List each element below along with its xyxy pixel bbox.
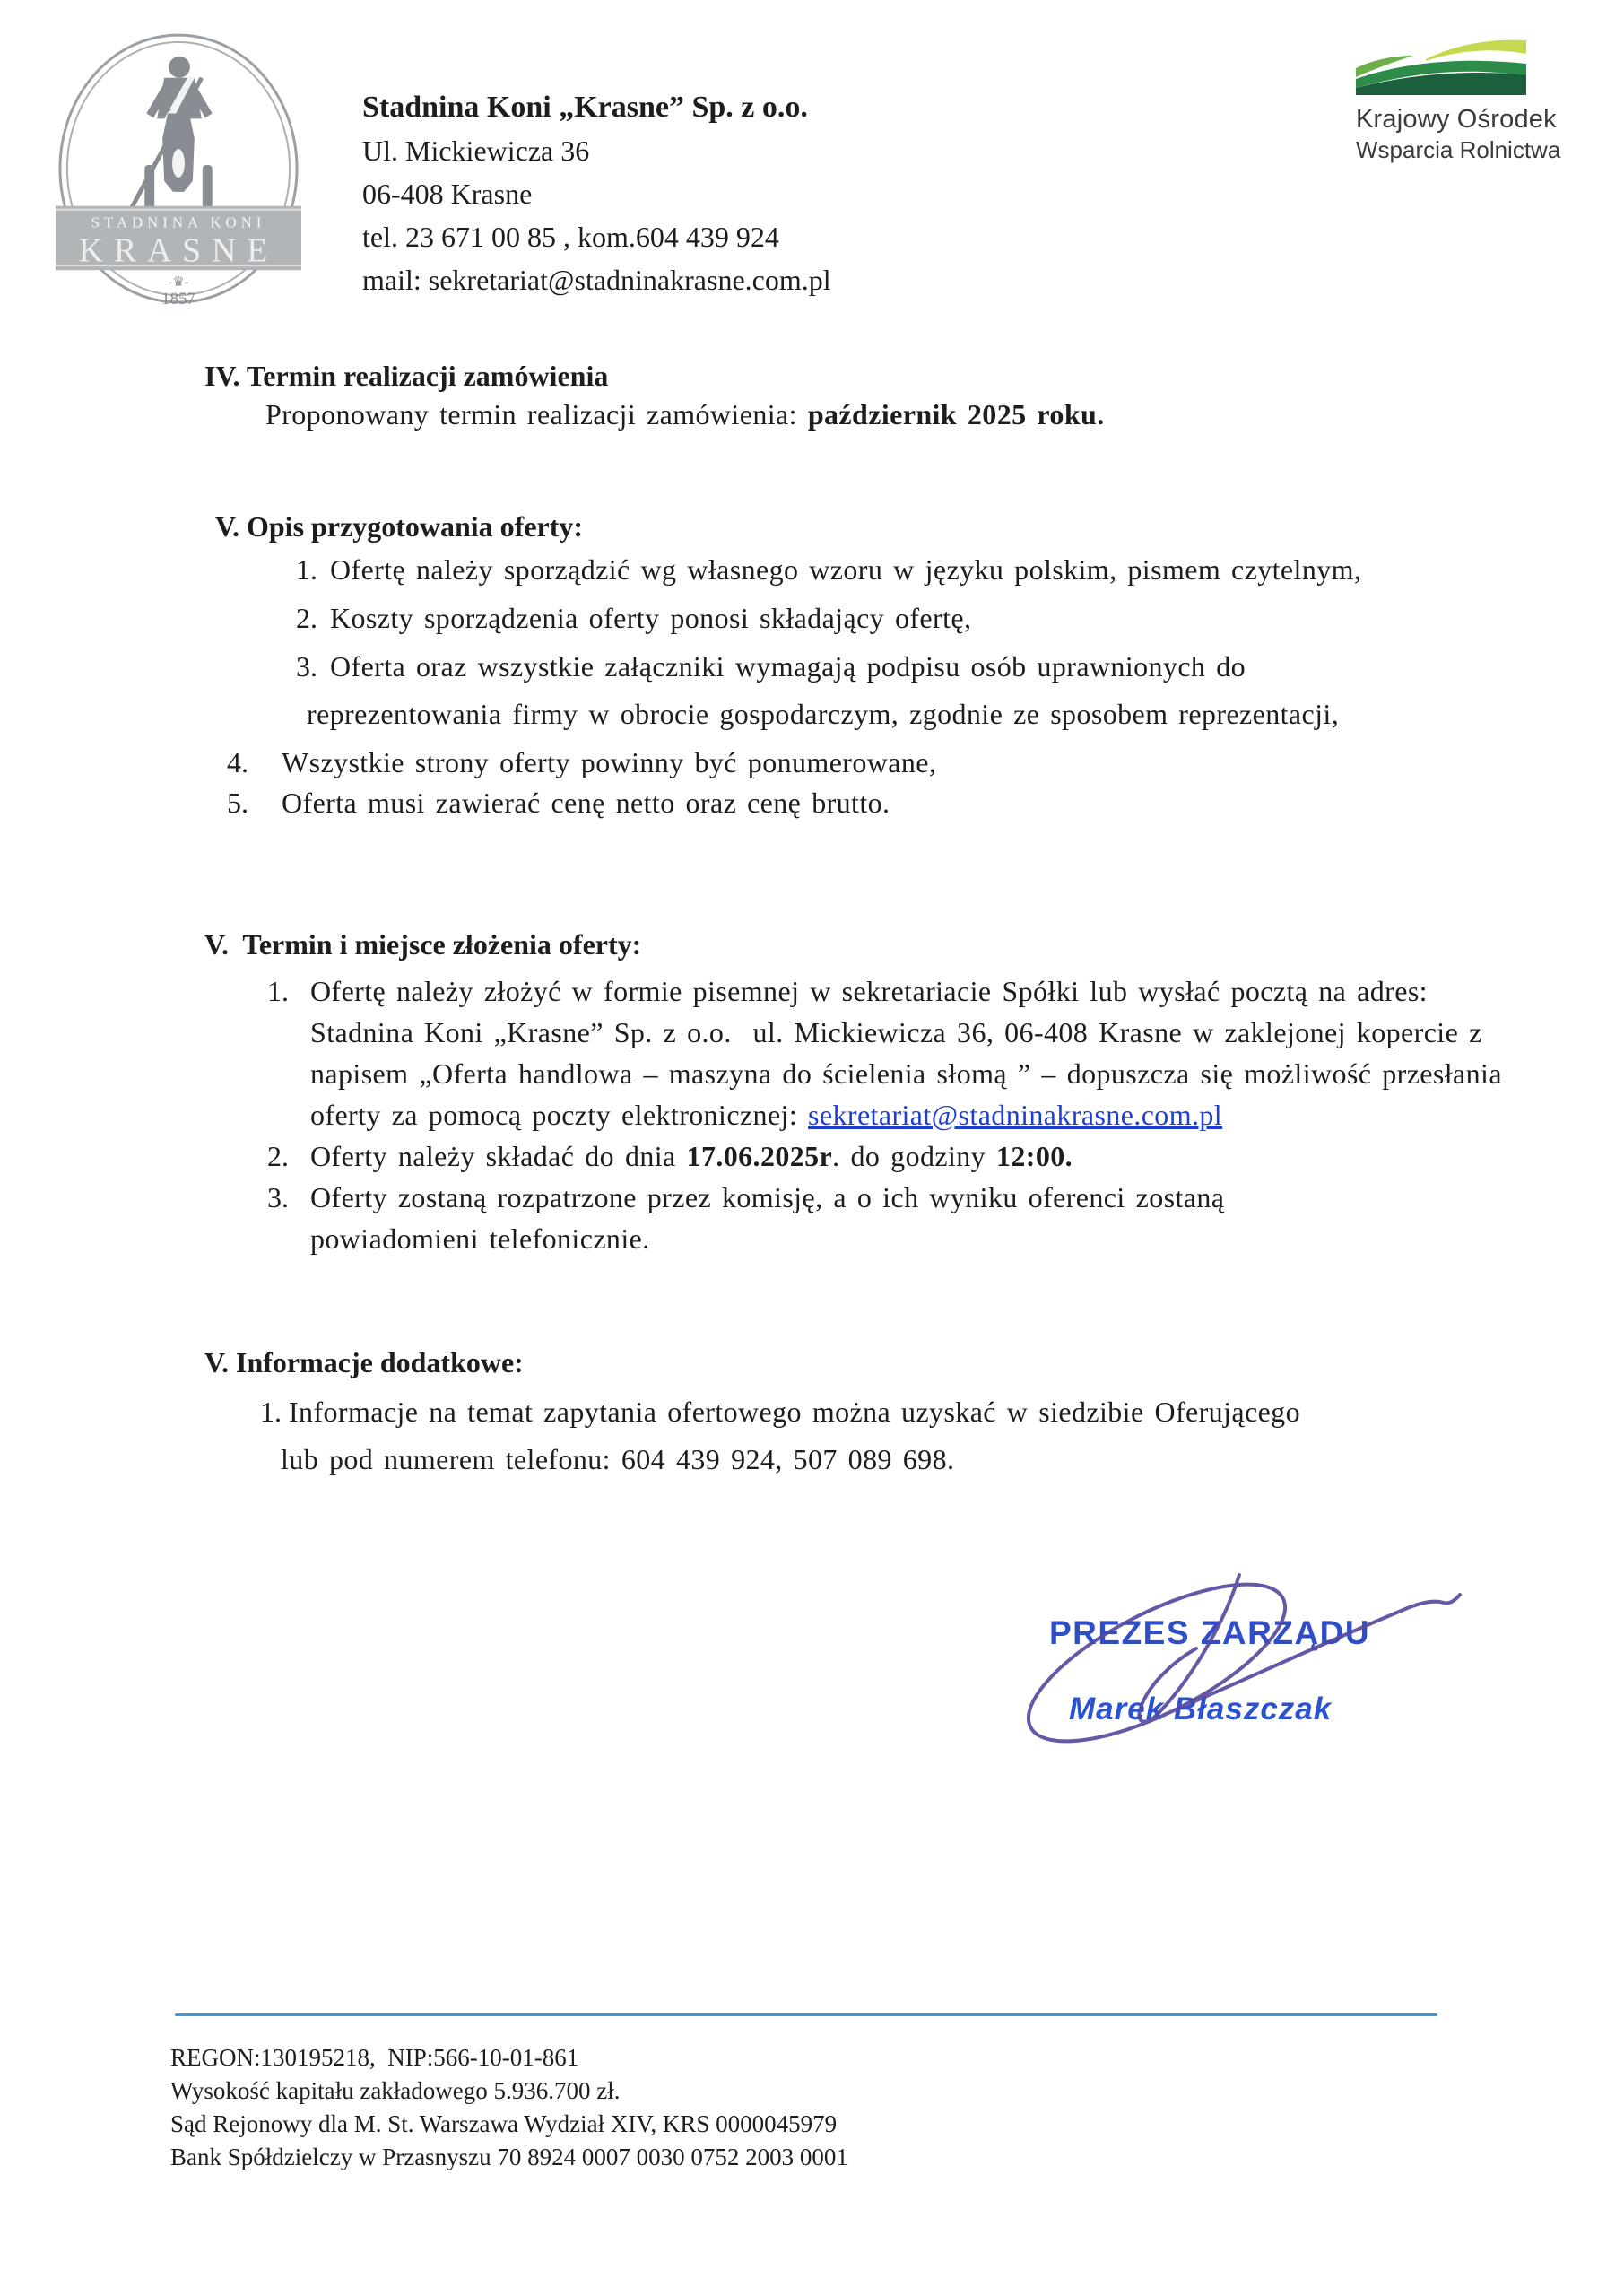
body-text-bold: październik 2025 roku.: [807, 398, 1105, 430]
kowr-name-2: Wsparcia Rolnictwa: [1356, 136, 1561, 163]
company-address-1: Ul. Mickiewicza 36: [362, 135, 590, 167]
item-number: 2.: [296, 602, 317, 634]
list-item: [215, 552, 1560, 587]
section-additional-info: [204, 1344, 1550, 1477]
logo-band-name: KRASNE: [78, 231, 279, 270]
section-heading: IV. Termin realizacji zamówienia: [204, 360, 609, 392]
item-number: 5.: [227, 787, 248, 819]
footer: [170, 2041, 848, 2174]
item-text: [281, 1394, 1300, 1477]
item-number: 4.: [227, 746, 248, 778]
horse-jockey-logo: [54, 30, 303, 310]
company-address-2: 06-408 Krasne: [362, 178, 533, 210]
item-text-line: Ofertę należy złożyć w formie pisemnej w sekretariacie Spółki lub wysłać pocztą na adres: Stadnina Koni „Krasne” Sp. z o.o. ul. Mickiewicza 36, 06-408 Krasne w zaklejonej kopercie z napisem „Oferta handlowa – maszyna do ścielenia słomą ” – dopuszcza się możliwość przesłania oferty za pomocą poczty elektronicznej:: [310, 975, 1513, 1131]
item-number: 3.: [296, 650, 317, 683]
section-heading: V. Opis przygotowania oferty:: [215, 510, 584, 543]
kowr-name-1: Krajowy Ośrodek: [1356, 105, 1557, 134]
item-text: Wszystkie strony oferty powinny być ponumerowane,: [282, 746, 937, 778]
company-email: mail: sekretariat@stadninakrasne.com.pl: [362, 264, 831, 296]
section-heading: V. Termin i miejsce złożenia oferty:: [204, 928, 642, 961]
item-text-line: . do godziny: [832, 1140, 996, 1172]
company-block: [362, 86, 831, 301]
section-delivery-term: [204, 357, 1550, 432]
company-name: Stadnina Koni „Krasne” Sp. z o.o.: [362, 91, 808, 124]
logo-band-title: STADNINA KONI: [91, 213, 266, 231]
signature-name: Marek Błaszczak: [1069, 1692, 1333, 1726]
deadline-time: 12:00.: [995, 1140, 1073, 1172]
item-number: 2.: [267, 1140, 289, 1172]
section-body: [265, 396, 1550, 432]
kowr-stripes-icon: [1356, 36, 1526, 95]
item-text-line: reprezentowania firmy w obrocie gospodarczym, zgodnie ze sposobem reprezentacji,: [307, 698, 1340, 730]
item-text: [310, 1135, 1073, 1177]
item-text-line: Oferty zostaną rozpatrzone przez komisję, a o ich wyniku oferenci zostaną: [310, 1181, 1225, 1213]
footer-divider: [175, 2013, 1437, 2016]
item-text: [307, 648, 1340, 732]
item-text-line: Informacje na temat zapytania ofertowego można uzyskać w siedzibie Oferującego: [289, 1396, 1300, 1428]
company-phone: tel. 23 671 00 85 , kom.604 439 924: [362, 221, 779, 253]
item-number: 1.: [267, 975, 289, 1007]
item-text-line: Oferty należy składać do dnia: [310, 1140, 687, 1172]
list-item: [215, 744, 1560, 780]
section-submission: [204, 926, 1550, 1259]
footer-line-court: Sąd Rejonowy dla M. St. Warszawa Wydział XIV, KRS 0000045979: [170, 2110, 838, 2137]
item-text-line: Oferta oraz wszystkie załączniki wymagają podpisu osób uprawnionych do: [330, 650, 1246, 683]
footer-line-bank: Bank Spółdzielczy w Przasnyszu 70 8924 0007 0030 0752 2003 0001: [170, 2144, 848, 2170]
section-offer-preparation: [215, 508, 1560, 825]
body-text: Proponowany termin realizacji zamówienia:: [265, 398, 808, 430]
item-text-line: lub pod numerem telefonu: 604 439 924, 507 089 698.: [281, 1443, 955, 1475]
item-number: 3.: [267, 1181, 289, 1213]
list-item: [204, 970, 1550, 1135]
item-text: Oferta musi zawierać cenę netto oraz cenę brutto.: [282, 787, 890, 819]
list-item: [204, 1135, 1550, 1177]
item-text: [310, 970, 1516, 1135]
list-item: [204, 1177, 1550, 1259]
item-text: Ofertę należy sporządzić wg własnego wzoru w języku polskim, pismem czytelnym,: [330, 553, 1362, 586]
item-text: Koszty sporządzenia oferty ponosi składający ofertę,: [330, 602, 972, 634]
logo-year: 1857: [161, 289, 195, 309]
item-text-line: powiadomieni telefonicznie.: [310, 1222, 650, 1255]
email-link[interactable]: sekretariat@stadninakrasne.com.pl: [808, 1099, 1223, 1131]
signature-scribble-icon: [1004, 1562, 1560, 1778]
item-text: [310, 1177, 1224, 1259]
footer-line-capital: Wysokość kapitału zakładowego 5.936.700 zł.: [170, 2077, 621, 2104]
list-item: [215, 785, 1560, 821]
item-number: 1.: [296, 553, 317, 586]
signature-title: PREZES ZARZĄDU: [1049, 1614, 1371, 1651]
kowr-logo: [1356, 36, 1562, 164]
section-heading: V. Informacje dodatkowe:: [204, 1346, 524, 1378]
deadline-date: 17.06.2025r: [686, 1140, 833, 1172]
list-item: [204, 1394, 1550, 1477]
list-item: [215, 600, 1560, 636]
crown-icon: -♛-: [168, 275, 189, 291]
item-number: 1.: [260, 1396, 282, 1428]
signature-block: [1004, 1562, 1578, 1787]
footer-line-regon: REGON:130195218, NIP:566-10-01-861: [170, 2044, 579, 2071]
list-item: [215, 648, 1560, 732]
